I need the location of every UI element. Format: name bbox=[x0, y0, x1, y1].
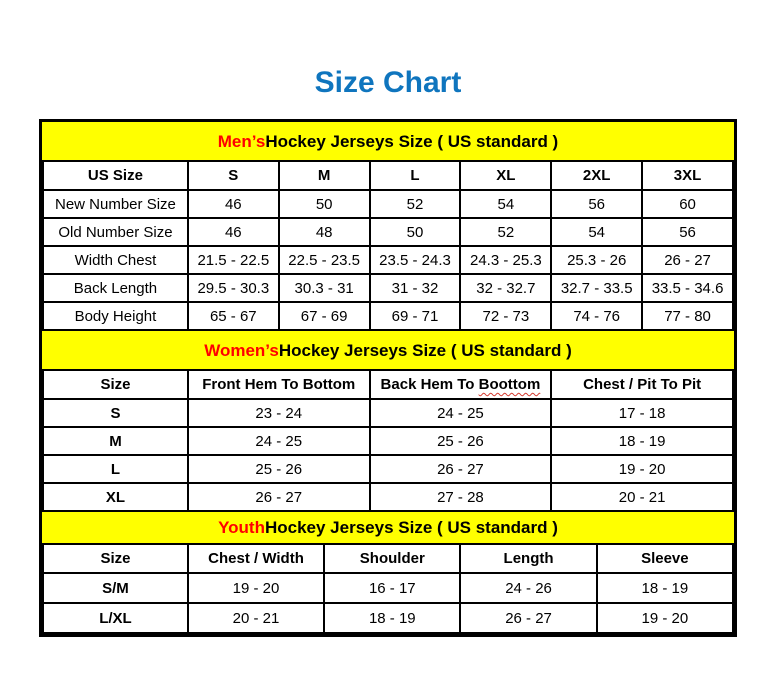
table-cell: 27 - 28 bbox=[370, 483, 552, 511]
column-header: XL bbox=[460, 161, 551, 190]
table-cell: 23.5 - 24.3 bbox=[370, 246, 461, 274]
table-row bbox=[43, 455, 733, 483]
table-cell: 19 - 20 bbox=[597, 603, 733, 633]
mens-section-highlight: Men’s bbox=[217, 131, 266, 151]
table-row bbox=[43, 190, 733, 218]
table-cell: 60 bbox=[642, 190, 733, 218]
table-cell: 50 bbox=[279, 190, 370, 218]
table-cell: 25 - 26 bbox=[370, 427, 552, 455]
table-cell: 30.3 - 31 bbox=[279, 274, 370, 302]
table-cell: 18 - 19 bbox=[324, 603, 460, 633]
table-row bbox=[43, 399, 733, 427]
page-title: Size Chart bbox=[314, 66, 462, 99]
table-row bbox=[43, 302, 733, 330]
size-chart-tables bbox=[39, 119, 737, 637]
table-cell: 24 - 25 bbox=[188, 427, 370, 455]
table-row bbox=[43, 427, 733, 455]
table-cell: 21.5 - 22.5 bbox=[188, 246, 279, 274]
table-cell: 69 - 71 bbox=[370, 302, 461, 330]
table-cell: 52 bbox=[370, 190, 461, 218]
row-label: S bbox=[43, 399, 188, 427]
youth-section-title: Hockey Jerseys Size ( US standard ) bbox=[264, 518, 558, 537]
column-header: Back Hem To Boottom bbox=[370, 370, 552, 399]
table-row bbox=[43, 246, 733, 274]
column-header: US Size bbox=[43, 161, 188, 190]
table-cell: 18 - 19 bbox=[597, 573, 733, 603]
youth-section-header bbox=[42, 512, 734, 543]
mens-section-header bbox=[42, 122, 734, 160]
misspelled-word: Boottom bbox=[478, 376, 541, 393]
size-chart-page bbox=[39, 0, 737, 637]
table-cell: 48 bbox=[279, 218, 370, 246]
table-cell: 19 - 20 bbox=[551, 455, 733, 483]
table-cell: 16 - 17 bbox=[324, 573, 460, 603]
row-label: M bbox=[43, 427, 188, 455]
table-cell: 23 - 24 bbox=[188, 399, 370, 427]
table-cell: 25 - 26 bbox=[188, 455, 370, 483]
table-cell: 31 - 32 bbox=[370, 274, 461, 302]
row-label: Old Number Size bbox=[43, 218, 188, 246]
table-cell: 19 - 20 bbox=[188, 573, 324, 603]
table-cell: 33.5 - 34.6 bbox=[642, 274, 733, 302]
column-header: Size bbox=[43, 370, 188, 399]
row-label: L bbox=[43, 455, 188, 483]
header-row bbox=[43, 370, 733, 399]
column-header: Size bbox=[43, 544, 188, 573]
table-cell: 26 - 27 bbox=[460, 603, 596, 633]
table-cell: 32.7 - 33.5 bbox=[551, 274, 642, 302]
womens-section-highlight: Women’s bbox=[204, 340, 279, 360]
column-header: Sleeve bbox=[597, 544, 733, 573]
row-label: Width Chest bbox=[43, 246, 188, 274]
womens-section-header bbox=[42, 331, 734, 369]
column-header: Length bbox=[460, 544, 596, 573]
column-header: L bbox=[370, 161, 461, 190]
womens-section-title: Hockey Jerseys Size ( US standard ) bbox=[278, 340, 572, 360]
table-cell: 54 bbox=[551, 218, 642, 246]
table-cell: 77 - 80 bbox=[642, 302, 733, 330]
table-cell: 50 bbox=[370, 218, 461, 246]
table-cell: 54 bbox=[460, 190, 551, 218]
table-row bbox=[43, 483, 733, 511]
column-header: 2XL bbox=[551, 161, 642, 190]
row-label: Back Length bbox=[43, 274, 188, 302]
table-cell: 26 - 27 bbox=[370, 455, 552, 483]
table-cell: 26 - 27 bbox=[642, 246, 733, 274]
mens-section-title: Hockey Jerseys Size ( US standard ) bbox=[265, 131, 559, 151]
youth-size-table bbox=[42, 543, 734, 634]
youth-section-highlight: Youth bbox=[218, 518, 265, 537]
table-cell: 24.3 - 25.3 bbox=[460, 246, 551, 274]
table-cell: 65 - 67 bbox=[188, 302, 279, 330]
table-cell: 67 - 69 bbox=[279, 302, 370, 330]
table-cell: 20 - 21 bbox=[188, 603, 324, 633]
row-label: New Number Size bbox=[43, 190, 188, 218]
table-cell: 18 - 19 bbox=[551, 427, 733, 455]
table-row bbox=[43, 218, 733, 246]
table-row bbox=[43, 603, 733, 633]
table-cell: 56 bbox=[551, 190, 642, 218]
table-row bbox=[43, 274, 733, 302]
column-header: S bbox=[188, 161, 279, 190]
table-cell: 56 bbox=[642, 218, 733, 246]
column-header: Front Hem To Bottom bbox=[188, 370, 370, 399]
row-label: XL bbox=[43, 483, 188, 511]
table-cell: 20 - 21 bbox=[551, 483, 733, 511]
table-cell: 17 - 18 bbox=[551, 399, 733, 427]
table-cell: 26 - 27 bbox=[188, 483, 370, 511]
table-cell: 74 - 76 bbox=[551, 302, 642, 330]
row-label: Body Height bbox=[43, 302, 188, 330]
table-cell: 32 - 32.7 bbox=[460, 274, 551, 302]
column-header: M bbox=[279, 161, 370, 190]
table-cell: 52 bbox=[460, 218, 551, 246]
table-row bbox=[43, 573, 733, 603]
table-cell: 22.5 - 23.5 bbox=[279, 246, 370, 274]
header-row bbox=[43, 544, 733, 573]
column-header: Chest / Width bbox=[188, 544, 324, 573]
row-label: S/M bbox=[43, 573, 188, 603]
table-cell: 46 bbox=[188, 218, 279, 246]
header-row bbox=[43, 161, 733, 190]
column-header: Shoulder bbox=[324, 544, 460, 573]
table-cell: 25.3 - 26 bbox=[551, 246, 642, 274]
table-cell: 72 - 73 bbox=[460, 302, 551, 330]
mens-size-table bbox=[42, 160, 734, 331]
row-label: L/XL bbox=[43, 603, 188, 633]
column-header: Chest / Pit To Pit bbox=[551, 370, 733, 399]
womens-size-table bbox=[42, 369, 734, 512]
table-cell: 24 - 25 bbox=[370, 399, 552, 427]
table-cell: 24 - 26 bbox=[460, 573, 596, 603]
table-cell: 46 bbox=[188, 190, 279, 218]
column-header: 3XL bbox=[642, 161, 733, 190]
table-cell: 29.5 - 30.3 bbox=[188, 274, 279, 302]
